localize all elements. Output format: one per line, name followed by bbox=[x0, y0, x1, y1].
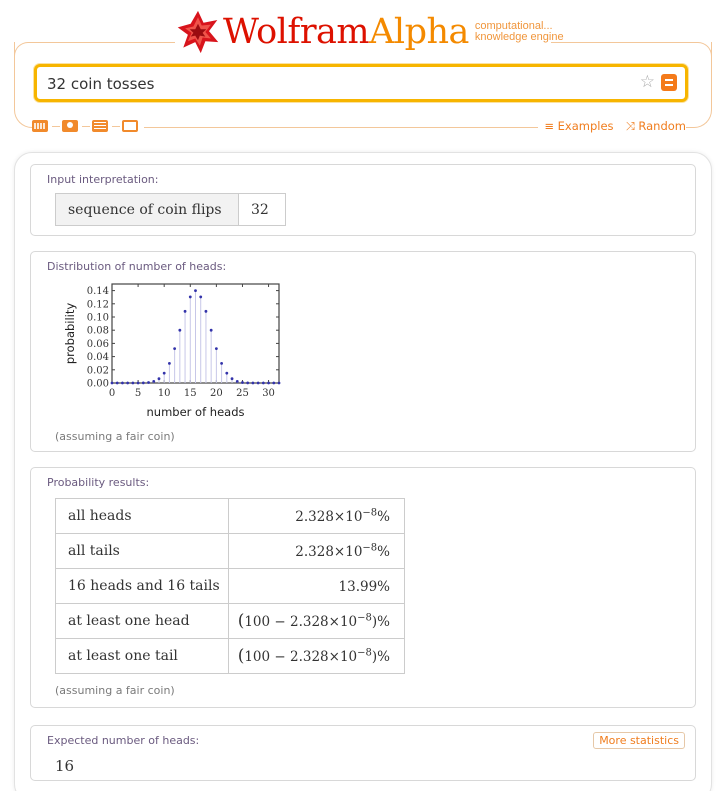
x-tick-label: 25 bbox=[236, 388, 249, 399]
data-point bbox=[126, 382, 129, 385]
y-tick-label: 0.08 bbox=[86, 325, 109, 337]
toolbar-separator bbox=[52, 126, 60, 127]
tagline-line-2: knowledge engine bbox=[474, 31, 564, 43]
logo-tagline bbox=[475, 21, 564, 43]
data-point bbox=[278, 382, 281, 385]
data-point bbox=[173, 347, 176, 350]
data-point bbox=[246, 381, 249, 384]
x-tick-label: 10 bbox=[157, 388, 171, 399]
x-tick-label: 0 bbox=[108, 388, 116, 399]
data-point bbox=[111, 382, 114, 385]
value-suffix: )% bbox=[371, 649, 390, 665]
probability-value bbox=[229, 499, 405, 534]
data-point bbox=[231, 377, 234, 380]
expected-value: 16 bbox=[55, 757, 75, 775]
pod-distribution bbox=[30, 251, 696, 452]
data-point bbox=[252, 382, 255, 385]
assumption-note: (assuming a fair coin) bbox=[55, 684, 175, 697]
value-main: 100 − 2.328×10 bbox=[244, 649, 358, 665]
x-tick-label: 5 bbox=[134, 388, 142, 399]
value-main: 100 − 2.328×10 bbox=[244, 614, 358, 630]
table-row bbox=[56, 194, 286, 226]
probability-value bbox=[229, 534, 405, 569]
keyboard-icon[interactable] bbox=[32, 120, 48, 132]
data-point bbox=[210, 329, 213, 332]
value-exponent: −8 bbox=[362, 542, 378, 554]
probability-label: at least one head bbox=[56, 604, 229, 639]
table-row bbox=[56, 499, 405, 534]
value-exponent: −8 bbox=[362, 507, 378, 519]
probability-value bbox=[229, 604, 405, 639]
search-input[interactable] bbox=[47, 73, 627, 95]
toolbar-separator bbox=[82, 126, 90, 127]
data-point bbox=[194, 289, 197, 292]
table-row bbox=[56, 569, 405, 604]
data-point bbox=[220, 362, 223, 365]
more-statistics-button[interactable]: More statistics bbox=[593, 732, 685, 749]
probability-table bbox=[55, 498, 405, 674]
value-exponent: −8 bbox=[357, 647, 372, 659]
random-link[interactable]: ⤨ Random bbox=[625, 119, 686, 133]
value-suffix: % bbox=[377, 544, 390, 560]
probability-label: 16 heads and 16 tails bbox=[56, 569, 229, 604]
pod-title: Input interpretation: bbox=[47, 173, 159, 186]
data-point bbox=[184, 310, 187, 313]
value-suffix: )% bbox=[371, 614, 390, 630]
pod-probability-results bbox=[30, 467, 696, 708]
data-point bbox=[163, 372, 166, 375]
y-tick-label: 0.12 bbox=[86, 299, 109, 311]
table-row bbox=[56, 604, 405, 639]
search-box bbox=[34, 64, 688, 102]
x-tick-label: 30 bbox=[262, 388, 275, 399]
star-icon[interactable]: ☆ bbox=[639, 72, 655, 92]
paren-open: ( bbox=[237, 646, 245, 666]
probability-value bbox=[229, 569, 405, 604]
assumption-note: (assuming a fair coin) bbox=[55, 430, 175, 443]
data-point bbox=[257, 382, 260, 385]
x-tick-label: 15 bbox=[183, 388, 197, 399]
probability-value bbox=[229, 639, 405, 674]
y-tick-label: 0.06 bbox=[86, 338, 109, 350]
data-point bbox=[137, 382, 140, 385]
logo-word-alpha: Alpha bbox=[369, 12, 469, 52]
data-point bbox=[241, 381, 244, 384]
data-point bbox=[131, 382, 134, 385]
y-axis-label: probability bbox=[63, 302, 77, 365]
value-main: 2.328×10 bbox=[295, 509, 363, 525]
data-point bbox=[116, 382, 119, 385]
examples-link[interactable]: ≡ Examples bbox=[544, 119, 614, 133]
value-exponent: −8 bbox=[357, 612, 372, 624]
y-tick-label: 0.14 bbox=[86, 286, 109, 298]
tagline-line-1: computational... bbox=[474, 20, 553, 32]
value-main: 13.99% bbox=[338, 579, 390, 595]
value-suffix: % bbox=[377, 509, 390, 525]
data-point bbox=[267, 382, 270, 385]
logo-word-wolfram: Wolfram bbox=[223, 12, 370, 52]
pod-input-interpretation bbox=[30, 164, 696, 236]
pod-title: Expected number of heads: bbox=[47, 734, 200, 747]
y-tick-label: 0.04 bbox=[86, 352, 109, 364]
data-point bbox=[147, 381, 150, 384]
data-point bbox=[215, 347, 218, 350]
y-tick-label: 0.10 bbox=[86, 312, 109, 324]
toolbar-links bbox=[538, 119, 686, 134]
y-tick-label: 0.02 bbox=[86, 365, 109, 377]
table-row bbox=[56, 639, 405, 674]
probability-label: all tails bbox=[56, 534, 229, 569]
interpretation-key: sequence of coin flips bbox=[56, 194, 239, 226]
camera-icon[interactable] bbox=[62, 120, 78, 132]
data-point bbox=[152, 380, 155, 383]
data-point bbox=[236, 380, 239, 383]
y-tick-label: 0.00 bbox=[86, 378, 109, 390]
equals-icon[interactable] bbox=[661, 74, 677, 91]
interpretation-value: 32 bbox=[239, 194, 286, 226]
data-point bbox=[142, 381, 145, 384]
data-point bbox=[205, 310, 208, 313]
data-point bbox=[168, 362, 171, 365]
input-tools bbox=[32, 118, 144, 134]
data-point bbox=[178, 329, 181, 332]
value-main: 2.328×10 bbox=[295, 544, 363, 560]
folder-icon[interactable] bbox=[122, 120, 138, 132]
pod-title: Probability results: bbox=[47, 476, 150, 489]
probability-label: at least one tail bbox=[56, 639, 229, 674]
data-point bbox=[199, 296, 202, 299]
table-icon[interactable] bbox=[92, 120, 108, 132]
distribution-chart bbox=[51, 276, 281, 426]
data-point bbox=[189, 296, 192, 299]
x-axis-label: number of heads bbox=[146, 405, 245, 419]
data-point bbox=[262, 382, 265, 385]
probability-label: all heads bbox=[56, 499, 229, 534]
interpretation-table bbox=[55, 193, 286, 226]
paren-open: ( bbox=[237, 611, 245, 631]
pod-title: Distribution of number of heads: bbox=[47, 260, 227, 273]
data-point bbox=[121, 382, 124, 385]
data-point bbox=[225, 372, 228, 375]
data-point bbox=[272, 382, 275, 385]
table-row bbox=[56, 534, 405, 569]
toolbar-separator bbox=[112, 126, 120, 127]
x-tick-label: 20 bbox=[210, 388, 223, 399]
pod-expected-heads bbox=[30, 725, 696, 781]
data-point bbox=[158, 377, 161, 380]
